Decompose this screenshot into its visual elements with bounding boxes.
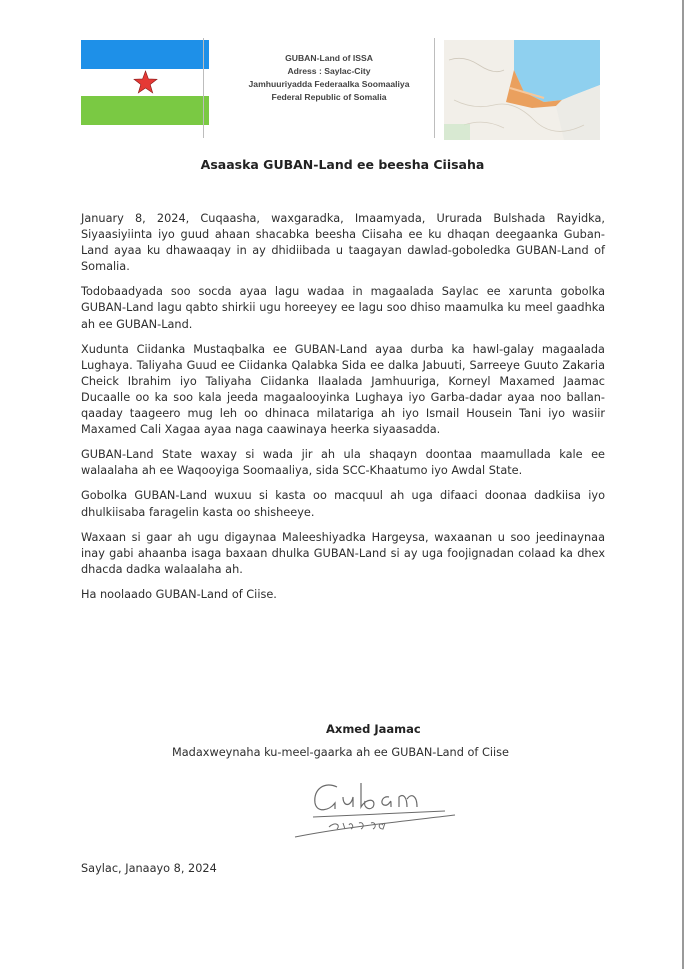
- signer-name: Axmed Jaamac: [326, 722, 421, 736]
- handwritten-signature: [285, 775, 465, 845]
- paragraph: January 8, 2024, Cuqaasha, waxgaradka, Imaamyada, Ururada Bulshada Rayidka, Siyaasiyiinta iyo guud ahaan shacabka beesha Ciisaha ee ku dhaqan deegaanka Guban-Land ayaa ku dhawaaqay in ay dhidiibada u taagayan dawlad-goboledka GUBAN-Land of Somalia.: [81, 212, 605, 274]
- letterhead-country-english: Federal Republic of Somalia: [271, 92, 387, 102]
- header-divider-right: [434, 38, 435, 138]
- paragraph: Ha noolaado GUBAN-Land of Ciise.: [81, 587, 277, 601]
- region-map-image: [444, 40, 600, 140]
- document-title: Asaaska GUBAN-Land ee beesha Ciisaha: [200, 157, 485, 172]
- flag-emblem: [81, 40, 209, 126]
- paragraph: Gobolka GUBAN-Land wuxuu si kasta oo macquul ah uga difaaci doonaa dadkiisa iyo dhulkiisaba faragelin kasta oo shisheeye.: [81, 489, 605, 519]
- paragraph: Waxaan si gaar ah ugu digaynaa Maleeshiyadka Hargeysa, waxaanan u soo jeedinaynaa inay gabi ahaanba isaga baxaan dhulka GUBAN-Land si ay uga foojignadan colaad ka dhex dhacda dadka walaalaha ah.: [81, 530, 605, 576]
- flag-blue-band: [81, 40, 209, 69]
- letterhead-country-somali: Jamhuuriyadda Federaalka Soomaaliya: [248, 79, 410, 89]
- red-star-icon: [133, 70, 158, 95]
- document-body: [81, 211, 605, 612]
- signoff-place-date: Saylac, Janaayo 8, 2024: [81, 862, 217, 875]
- paragraph: Todobaadyada soo socda ayaa lagu wadaa in magaalada Saylac ee xarunta gobolka GUBAN-Land lagu qabto shirkii ugu horeeyey ee lagu soo dhiso maamulka ku meel gaadhka ah ee GUBAN-Land.: [81, 285, 605, 331]
- signer-title: Madaxweynaha ku-meel-gaarka ah ee GUBAN-Land of Ciise: [172, 746, 509, 759]
- page-edge-line: [682, 0, 684, 969]
- paragraph: Xudunta Ciidanka Mustaqbalka ee GUBAN-Land ayaa durba ka hawl-galay magaalada Lughaya. Taliyaha Guud ee Ciidanka Qalabka Sida ee dalka Jabuuti, Sarreeye Guuto Zakaria Cheick Ibrahim iyo Taliyaha Ciidanka Ilaalada Jamhuuriga, Korneyl Maxamed Jaamac Ducaalle oo ka soo kala jeeda magaalooyinka Lughaya iyo Garba-dadar ayaa noo ballan-qaaday taageero mug leh oo dhinaca milatariga ah iyo Ismail Housein Tani iyo wasiir Maxamed Cali Xagaa ayaa naga caawinaya heerka siyaasadda.: [81, 342, 605, 437]
- letterhead-address: Adress : Saylac-City: [287, 66, 371, 76]
- letterhead-org-name: GUBAN-Land of ISSA: [285, 53, 373, 63]
- header-divider-left: [203, 38, 204, 138]
- paragraph: GUBAN-Land State waxay si wada jir ah ula shaqayn doontaa maamullada kale ee walaalaha ah ee Waqooyiga Soomaaliya, sida SCC-Khaatumo iyo Awdal State.: [81, 448, 605, 478]
- flag-green-band: [81, 96, 209, 125]
- letterhead-text: [220, 52, 438, 104]
